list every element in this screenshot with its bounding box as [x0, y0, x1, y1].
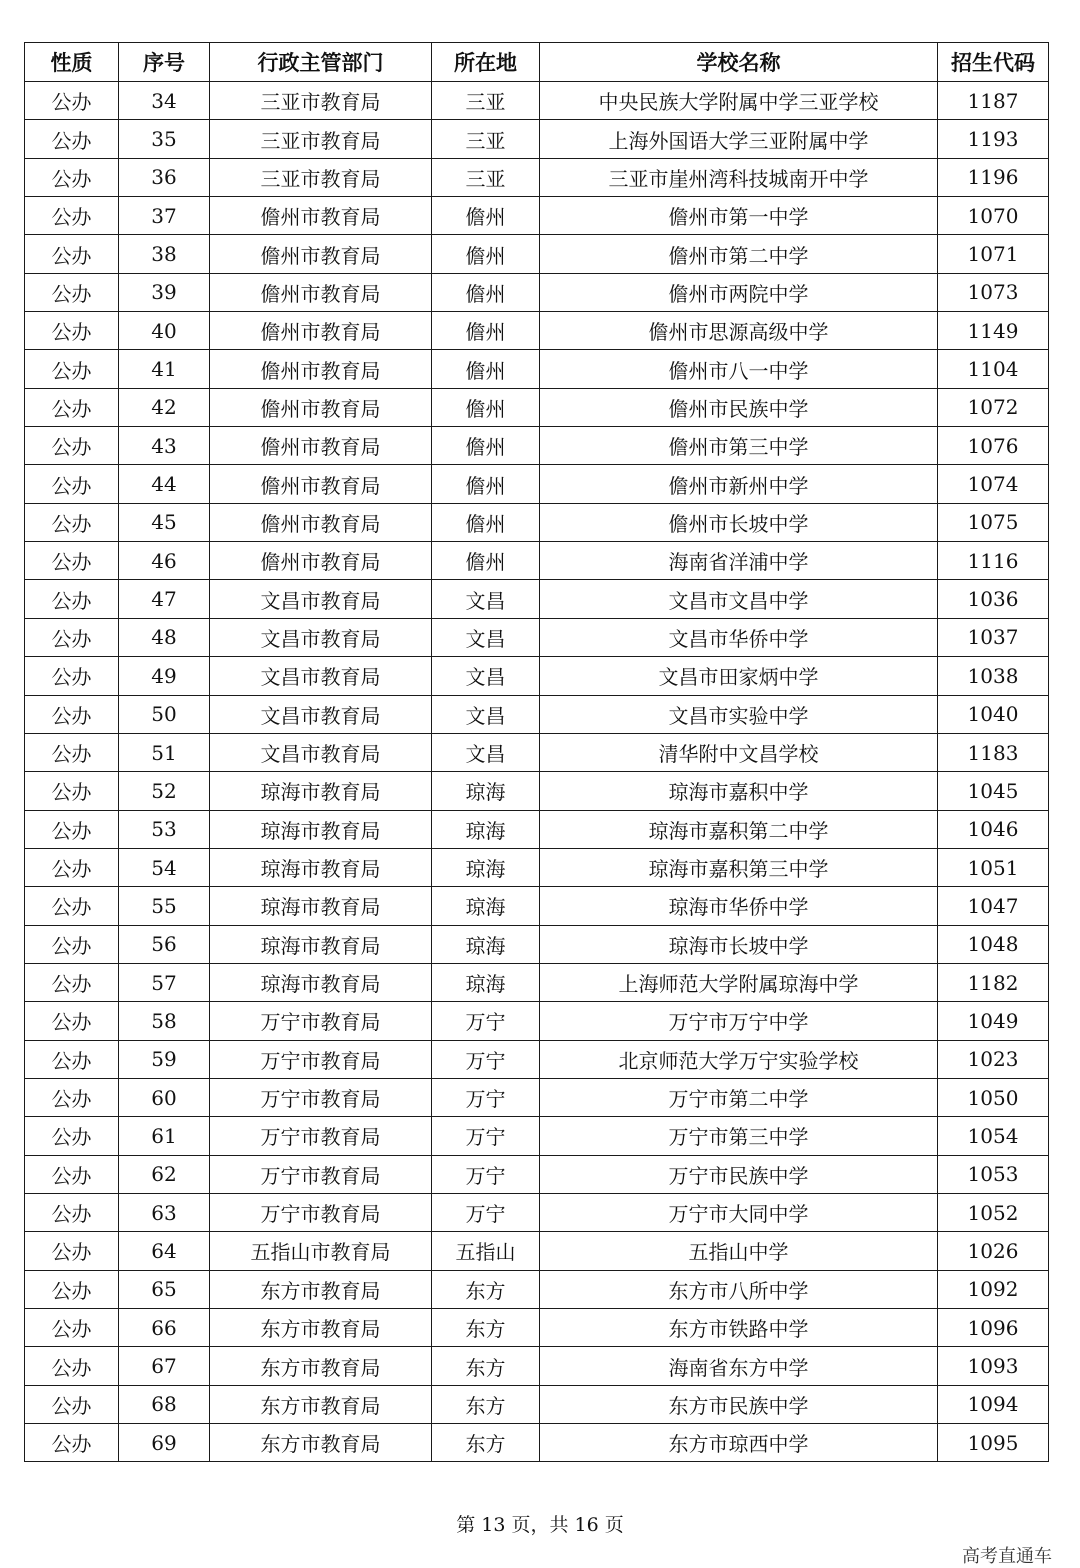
- cell-index: 64: [119, 1232, 210, 1270]
- cell-nature: 公办: [25, 1040, 119, 1078]
- cell-school-name: 琼海市嘉积第二中学: [540, 810, 938, 848]
- cell-location: 万宁: [432, 1155, 540, 1193]
- cell-location: 文昌: [432, 580, 540, 618]
- cell-location: 东方: [432, 1385, 540, 1423]
- cell-enrollment-code: 1093: [938, 1347, 1049, 1385]
- table-row: [25, 235, 1049, 273]
- cell-school-name: 儋州市第一中学: [540, 197, 938, 235]
- cell-nature: 公办: [25, 465, 119, 503]
- cell-school-name: 文昌市田家炳中学: [540, 657, 938, 695]
- table-row: [25, 1155, 1049, 1193]
- cell-nature: 公办: [25, 618, 119, 656]
- cell-enrollment-code: 1071: [938, 235, 1049, 273]
- cell-enrollment-code: 1036: [938, 580, 1049, 618]
- cell-enrollment-code: 1072: [938, 388, 1049, 426]
- table-row: [25, 810, 1049, 848]
- cell-department: 三亚市教育局: [210, 82, 432, 120]
- cell-index: 51: [119, 733, 210, 771]
- cell-school-name: 儋州市思源高级中学: [540, 312, 938, 350]
- cell-index: 66: [119, 1309, 210, 1347]
- cell-index: 63: [119, 1193, 210, 1231]
- cell-enrollment-code: 1047: [938, 887, 1049, 925]
- cell-nature: 公办: [25, 887, 119, 925]
- cell-department: 儋州市教育局: [210, 312, 432, 350]
- header-department: 行政主管部门: [210, 43, 432, 82]
- cell-nature: 公办: [25, 312, 119, 350]
- cell-department: 东方市教育局: [210, 1270, 432, 1308]
- cell-nature: 公办: [25, 197, 119, 235]
- cell-index: 52: [119, 772, 210, 810]
- cell-school-name: 琼海市长坡中学: [540, 925, 938, 963]
- cell-location: 东方: [432, 1309, 540, 1347]
- cell-nature: 公办: [25, 848, 119, 886]
- cell-nature: 公办: [25, 503, 119, 541]
- cell-enrollment-code: 1023: [938, 1040, 1049, 1078]
- cell-index: 68: [119, 1385, 210, 1423]
- cell-enrollment-code: 1048: [938, 925, 1049, 963]
- cell-enrollment-code: 1096: [938, 1309, 1049, 1347]
- cell-enrollment-code: 1193: [938, 120, 1049, 158]
- cell-school-name: 东方市琼西中学: [540, 1424, 938, 1462]
- cell-index: 34: [119, 82, 210, 120]
- cell-location: 万宁: [432, 1040, 540, 1078]
- cell-index: 40: [119, 312, 210, 350]
- cell-nature: 公办: [25, 273, 119, 311]
- cell-enrollment-code: 1116: [938, 542, 1049, 580]
- cell-enrollment-code: 1075: [938, 503, 1049, 541]
- cell-index: 60: [119, 1078, 210, 1116]
- table-row: [25, 1002, 1049, 1040]
- cell-index: 62: [119, 1155, 210, 1193]
- cell-enrollment-code: 1049: [938, 1002, 1049, 1040]
- table-row: [25, 1309, 1049, 1347]
- cell-nature: 公办: [25, 1385, 119, 1423]
- cell-department: 万宁市教育局: [210, 1193, 432, 1231]
- cell-school-name: 儋州市新州中学: [540, 465, 938, 503]
- cell-school-name: 文昌市文昌中学: [540, 580, 938, 618]
- cell-department: 儋州市教育局: [210, 542, 432, 580]
- cell-index: 39: [119, 273, 210, 311]
- cell-enrollment-code: 1045: [938, 772, 1049, 810]
- cell-location: 琼海: [432, 925, 540, 963]
- cell-nature: 公办: [25, 235, 119, 273]
- cell-department: 儋州市教育局: [210, 427, 432, 465]
- watermark-text: 高考直通车: [962, 1546, 1052, 1567]
- table-row: [25, 1193, 1049, 1231]
- table-row: [25, 197, 1049, 235]
- cell-nature: 公办: [25, 733, 119, 771]
- cell-location: 儋州: [432, 503, 540, 541]
- table-row: [25, 618, 1049, 656]
- cell-location: 东方: [432, 1347, 540, 1385]
- cell-location: 三亚: [432, 158, 540, 196]
- cell-location: 三亚: [432, 82, 540, 120]
- cell-department: 琼海市教育局: [210, 925, 432, 963]
- cell-nature: 公办: [25, 120, 119, 158]
- cell-nature: 公办: [25, 772, 119, 810]
- cell-location: 万宁: [432, 1002, 540, 1040]
- cell-department: 儋州市教育局: [210, 388, 432, 426]
- header-index: 序号: [119, 43, 210, 82]
- cell-location: 琼海: [432, 848, 540, 886]
- cell-school-name: 万宁市民族中学: [540, 1155, 938, 1193]
- cell-location: 儋州: [432, 542, 540, 580]
- cell-location: 文昌: [432, 733, 540, 771]
- cell-index: 65: [119, 1270, 210, 1308]
- cell-department: 文昌市教育局: [210, 657, 432, 695]
- cell-index: 45: [119, 503, 210, 541]
- cell-enrollment-code: 1187: [938, 82, 1049, 120]
- table-row: [25, 312, 1049, 350]
- cell-department: 万宁市教育局: [210, 1155, 432, 1193]
- cell-school-name: 东方市八所中学: [540, 1270, 938, 1308]
- cell-nature: 公办: [25, 1155, 119, 1193]
- cell-nature: 公办: [25, 1193, 119, 1231]
- header-school-name: 学校名称: [540, 43, 938, 82]
- header-location: 所在地: [432, 43, 540, 82]
- cell-location: 文昌: [432, 695, 540, 733]
- cell-enrollment-code: 1149: [938, 312, 1049, 350]
- cell-school-name: 儋州市民族中学: [540, 388, 938, 426]
- cell-index: 47: [119, 580, 210, 618]
- cell-index: 42: [119, 388, 210, 426]
- cell-department: 文昌市教育局: [210, 733, 432, 771]
- cell-enrollment-code: 1092: [938, 1270, 1049, 1308]
- table-header: [25, 43, 1049, 82]
- cell-index: 38: [119, 235, 210, 273]
- cell-location: 万宁: [432, 1078, 540, 1116]
- cell-school-name: 万宁市大同中学: [540, 1193, 938, 1231]
- cell-location: 儋州: [432, 465, 540, 503]
- cell-location: 东方: [432, 1424, 540, 1462]
- table-body: [25, 82, 1049, 1462]
- cell-school-name: 东方市民族中学: [540, 1385, 938, 1423]
- table-row: [25, 733, 1049, 771]
- cell-department: 文昌市教育局: [210, 618, 432, 656]
- cell-index: 37: [119, 197, 210, 235]
- cell-location: 东方: [432, 1270, 540, 1308]
- cell-department: 三亚市教育局: [210, 158, 432, 196]
- table-row: [25, 1040, 1049, 1078]
- cell-location: 万宁: [432, 1117, 540, 1155]
- cell-school-name: 文昌市实验中学: [540, 695, 938, 733]
- cell-index: 50: [119, 695, 210, 733]
- cell-enrollment-code: 1183: [938, 733, 1049, 771]
- cell-school-name: 万宁市第二中学: [540, 1078, 938, 1116]
- cell-location: 琼海: [432, 887, 540, 925]
- cell-school-name: 海南省东方中学: [540, 1347, 938, 1385]
- cell-department: 儋州市教育局: [210, 273, 432, 311]
- table-row: [25, 503, 1049, 541]
- header-nature: 性质: [25, 43, 119, 82]
- cell-department: 万宁市教育局: [210, 1040, 432, 1078]
- cell-enrollment-code: 1054: [938, 1117, 1049, 1155]
- cell-nature: 公办: [25, 810, 119, 848]
- table-row: [25, 1385, 1049, 1423]
- cell-index: 46: [119, 542, 210, 580]
- cell-department: 儋州市教育局: [210, 350, 432, 388]
- cell-enrollment-code: 1053: [938, 1155, 1049, 1193]
- cell-department: 琼海市教育局: [210, 848, 432, 886]
- table-row: [25, 1117, 1049, 1155]
- cell-enrollment-code: 1050: [938, 1078, 1049, 1116]
- table-row: [25, 1424, 1049, 1462]
- cell-department: 文昌市教育局: [210, 695, 432, 733]
- table-row: [25, 887, 1049, 925]
- cell-index: 44: [119, 465, 210, 503]
- table-row: [25, 427, 1049, 465]
- table-row: [25, 848, 1049, 886]
- cell-nature: 公办: [25, 1424, 119, 1462]
- cell-school-name: 万宁市万宁中学: [540, 1002, 938, 1040]
- cell-department: 琼海市教育局: [210, 963, 432, 1001]
- cell-school-name: 上海师范大学附属琼海中学: [540, 963, 938, 1001]
- cell-location: 儋州: [432, 235, 540, 273]
- cell-enrollment-code: 1037: [938, 618, 1049, 656]
- cell-index: 43: [119, 427, 210, 465]
- cell-location: 儋州: [432, 273, 540, 311]
- cell-location: 文昌: [432, 657, 540, 695]
- cell-department: 东方市教育局: [210, 1385, 432, 1423]
- cell-nature: 公办: [25, 82, 119, 120]
- cell-enrollment-code: 1073: [938, 273, 1049, 311]
- cell-index: 35: [119, 120, 210, 158]
- cell-department: 五指山市教育局: [210, 1232, 432, 1270]
- cell-enrollment-code: 1074: [938, 465, 1049, 503]
- cell-nature: 公办: [25, 1078, 119, 1116]
- cell-nature: 公办: [25, 1117, 119, 1155]
- cell-enrollment-code: 1196: [938, 158, 1049, 196]
- cell-nature: 公办: [25, 580, 119, 618]
- cell-school-name: 儋州市长坡中学: [540, 503, 938, 541]
- cell-department: 文昌市教育局: [210, 580, 432, 618]
- cell-school-name: 儋州市八一中学: [540, 350, 938, 388]
- cell-location: 儋州: [432, 312, 540, 350]
- table-row: [25, 273, 1049, 311]
- cell-location: 万宁: [432, 1193, 540, 1231]
- cell-school-name: 琼海市嘉积第三中学: [540, 848, 938, 886]
- cell-school-name: 中央民族大学附属中学三亚学校: [540, 82, 938, 120]
- cell-school-name: 琼海市华侨中学: [540, 887, 938, 925]
- cell-nature: 公办: [25, 695, 119, 733]
- cell-department: 东方市教育局: [210, 1347, 432, 1385]
- cell-school-name: 五指山中学: [540, 1232, 938, 1270]
- table-row: [25, 120, 1049, 158]
- cell-index: 59: [119, 1040, 210, 1078]
- cell-nature: 公办: [25, 657, 119, 695]
- table-row: [25, 1232, 1049, 1270]
- cell-school-name: 儋州市第二中学: [540, 235, 938, 273]
- cell-school-name: 万宁市第三中学: [540, 1117, 938, 1155]
- table-row: [25, 158, 1049, 196]
- table-row: [25, 580, 1049, 618]
- cell-nature: 公办: [25, 963, 119, 1001]
- cell-location: 文昌: [432, 618, 540, 656]
- cell-enrollment-code: 1104: [938, 350, 1049, 388]
- cell-school-name: 文昌市华侨中学: [540, 618, 938, 656]
- cell-department: 儋州市教育局: [210, 465, 432, 503]
- cell-index: 55: [119, 887, 210, 925]
- cell-department: 万宁市教育局: [210, 1117, 432, 1155]
- cell-enrollment-code: 1182: [938, 963, 1049, 1001]
- table-row: [25, 657, 1049, 695]
- cell-nature: 公办: [25, 542, 119, 580]
- cell-school-name: 琼海市嘉积中学: [540, 772, 938, 810]
- cell-school-name: 北京师范大学万宁实验学校: [540, 1040, 938, 1078]
- table-row: [25, 350, 1049, 388]
- cell-index: 36: [119, 158, 210, 196]
- table-row: [25, 772, 1049, 810]
- cell-school-name: 海南省洋浦中学: [540, 542, 938, 580]
- cell-nature: 公办: [25, 1347, 119, 1385]
- cell-department: 万宁市教育局: [210, 1002, 432, 1040]
- cell-location: 琼海: [432, 772, 540, 810]
- cell-index: 61: [119, 1117, 210, 1155]
- cell-index: 57: [119, 963, 210, 1001]
- cell-department: 儋州市教育局: [210, 197, 432, 235]
- cell-nature: 公办: [25, 350, 119, 388]
- cell-department: 琼海市教育局: [210, 887, 432, 925]
- cell-nature: 公办: [25, 925, 119, 963]
- cell-location: 五指山: [432, 1232, 540, 1270]
- table-row: [25, 963, 1049, 1001]
- header-enrollment-code: 招生代码: [938, 43, 1049, 82]
- table-row: [25, 388, 1049, 426]
- cell-department: 琼海市教育局: [210, 810, 432, 848]
- cell-nature: 公办: [25, 1002, 119, 1040]
- header-row: [25, 43, 1049, 82]
- table-row: [25, 82, 1049, 120]
- cell-enrollment-code: 1026: [938, 1232, 1049, 1270]
- cell-school-name: 东方市铁路中学: [540, 1309, 938, 1347]
- cell-index: 58: [119, 1002, 210, 1040]
- cell-location: 儋州: [432, 427, 540, 465]
- cell-nature: 公办: [25, 427, 119, 465]
- cell-location: 儋州: [432, 197, 540, 235]
- cell-index: 69: [119, 1424, 210, 1462]
- cell-enrollment-code: 1095: [938, 1424, 1049, 1462]
- cell-department: 儋州市教育局: [210, 235, 432, 273]
- cell-enrollment-code: 1070: [938, 197, 1049, 235]
- cell-index: 56: [119, 925, 210, 963]
- cell-location: 琼海: [432, 963, 540, 1001]
- cell-department: 琼海市教育局: [210, 772, 432, 810]
- cell-department: 万宁市教育局: [210, 1078, 432, 1116]
- cell-index: 53: [119, 810, 210, 848]
- cell-nature: 公办: [25, 1232, 119, 1270]
- cell-nature: 公办: [25, 1309, 119, 1347]
- cell-school-name: 儋州市两院中学: [540, 273, 938, 311]
- cell-school-name: 三亚市崖州湾科技城南开中学: [540, 158, 938, 196]
- cell-nature: 公办: [25, 388, 119, 426]
- cell-index: 49: [119, 657, 210, 695]
- cell-enrollment-code: 1076: [938, 427, 1049, 465]
- cell-location: 儋州: [432, 388, 540, 426]
- cell-location: 三亚: [432, 120, 540, 158]
- table-row: [25, 1347, 1049, 1385]
- cell-index: 67: [119, 1347, 210, 1385]
- cell-enrollment-code: 1051: [938, 848, 1049, 886]
- cell-department: 儋州市教育局: [210, 503, 432, 541]
- table-row: [25, 465, 1049, 503]
- school-table: [24, 42, 1049, 1462]
- cell-nature: 公办: [25, 158, 119, 196]
- table-row: [25, 695, 1049, 733]
- cell-enrollment-code: 1046: [938, 810, 1049, 848]
- cell-index: 48: [119, 618, 210, 656]
- cell-location: 儋州: [432, 350, 540, 388]
- cell-enrollment-code: 1094: [938, 1385, 1049, 1423]
- cell-index: 41: [119, 350, 210, 388]
- cell-school-name: 清华附中文昌学校: [540, 733, 938, 771]
- cell-department: 三亚市教育局: [210, 120, 432, 158]
- table-row: [25, 542, 1049, 580]
- cell-nature: 公办: [25, 1270, 119, 1308]
- cell-location: 琼海: [432, 810, 540, 848]
- table-row: [25, 1078, 1049, 1116]
- cell-enrollment-code: 1052: [938, 1193, 1049, 1231]
- table-row: [25, 925, 1049, 963]
- table-row: [25, 1270, 1049, 1308]
- cell-school-name: 儋州市第三中学: [540, 427, 938, 465]
- cell-enrollment-code: 1038: [938, 657, 1049, 695]
- cell-department: 东方市教育局: [210, 1424, 432, 1462]
- cell-index: 54: [119, 848, 210, 886]
- page-number: 第 13 页，共 16 页: [456, 1514, 624, 1536]
- cell-department: 东方市教育局: [210, 1309, 432, 1347]
- cell-enrollment-code: 1040: [938, 695, 1049, 733]
- cell-school-name: 上海外国语大学三亚附属中学: [540, 120, 938, 158]
